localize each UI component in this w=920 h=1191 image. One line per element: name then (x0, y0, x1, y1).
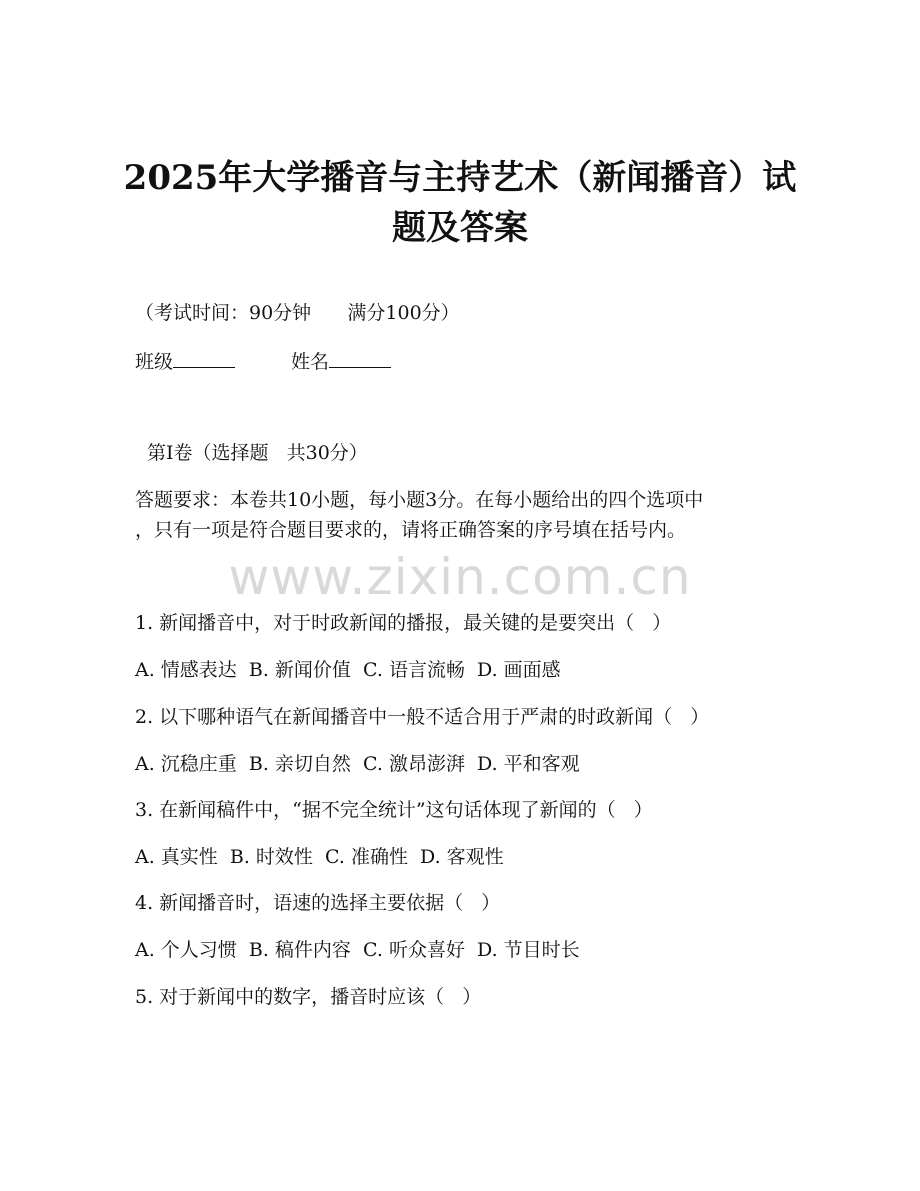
exam-info: （考试时间：90分钟 满分100分） (135, 302, 460, 324)
question-1-options: A. 情感表达 B. 新闻价值 C. 语言流畅 D. 画面感 (135, 659, 561, 681)
question-1-stem: 1. 新闻播音中，对于时政新闻的播报，最关键的是要突出（ ） (135, 612, 672, 634)
question-4-stem: 4. 新闻播音时，语速的选择主要依据（ ） (135, 892, 501, 914)
document-title-line-2: 题及答案 (392, 208, 528, 248)
question-4-options: A. 个人习惯 B. 稿件内容 C. 听众喜好 D. 节目时长 (135, 939, 580, 961)
class-label: 班级 (135, 351, 174, 373)
question-3-stem: 3. 在新闻稿件中，“据不完全统计”这句话体现了新闻的（ ） (135, 799, 653, 821)
watermark: www.zixin.com.cn (228, 548, 692, 606)
document-title-line-1: 2025年大学播音与主持艺术（新闻播音）试 (123, 158, 797, 198)
question-2-options: A. 沉稳庄重 B. 亲切自然 C. 激昂澎湃 D. 平和客观 (135, 753, 580, 775)
question-3-options: A. 真实性 B. 时效性 C. 准确性 D. 客观性 (135, 846, 504, 868)
class-blank (173, 349, 235, 368)
name-blank (329, 349, 391, 368)
student-info-row (135, 349, 391, 375)
name-label: 姓名 (291, 351, 330, 373)
question-5-stem: 5. 对于新闻中的数字，播音时应该（ ） (135, 986, 482, 1008)
section-heading: 第I卷（选择题 共30分） (147, 442, 368, 464)
instructions-line-2: ，只有一项是符合题目要求的，请将正确答案的序号填在括号内。 (135, 519, 687, 541)
instructions-line-1: 答题要求：本卷共10小题，每小题3分。在每小题给出的四个选项中 (135, 489, 704, 511)
question-2-stem: 2. 以下哪种语气在新闻播音中一般不适合用于严肃的时政新闻（ ） (135, 706, 710, 728)
